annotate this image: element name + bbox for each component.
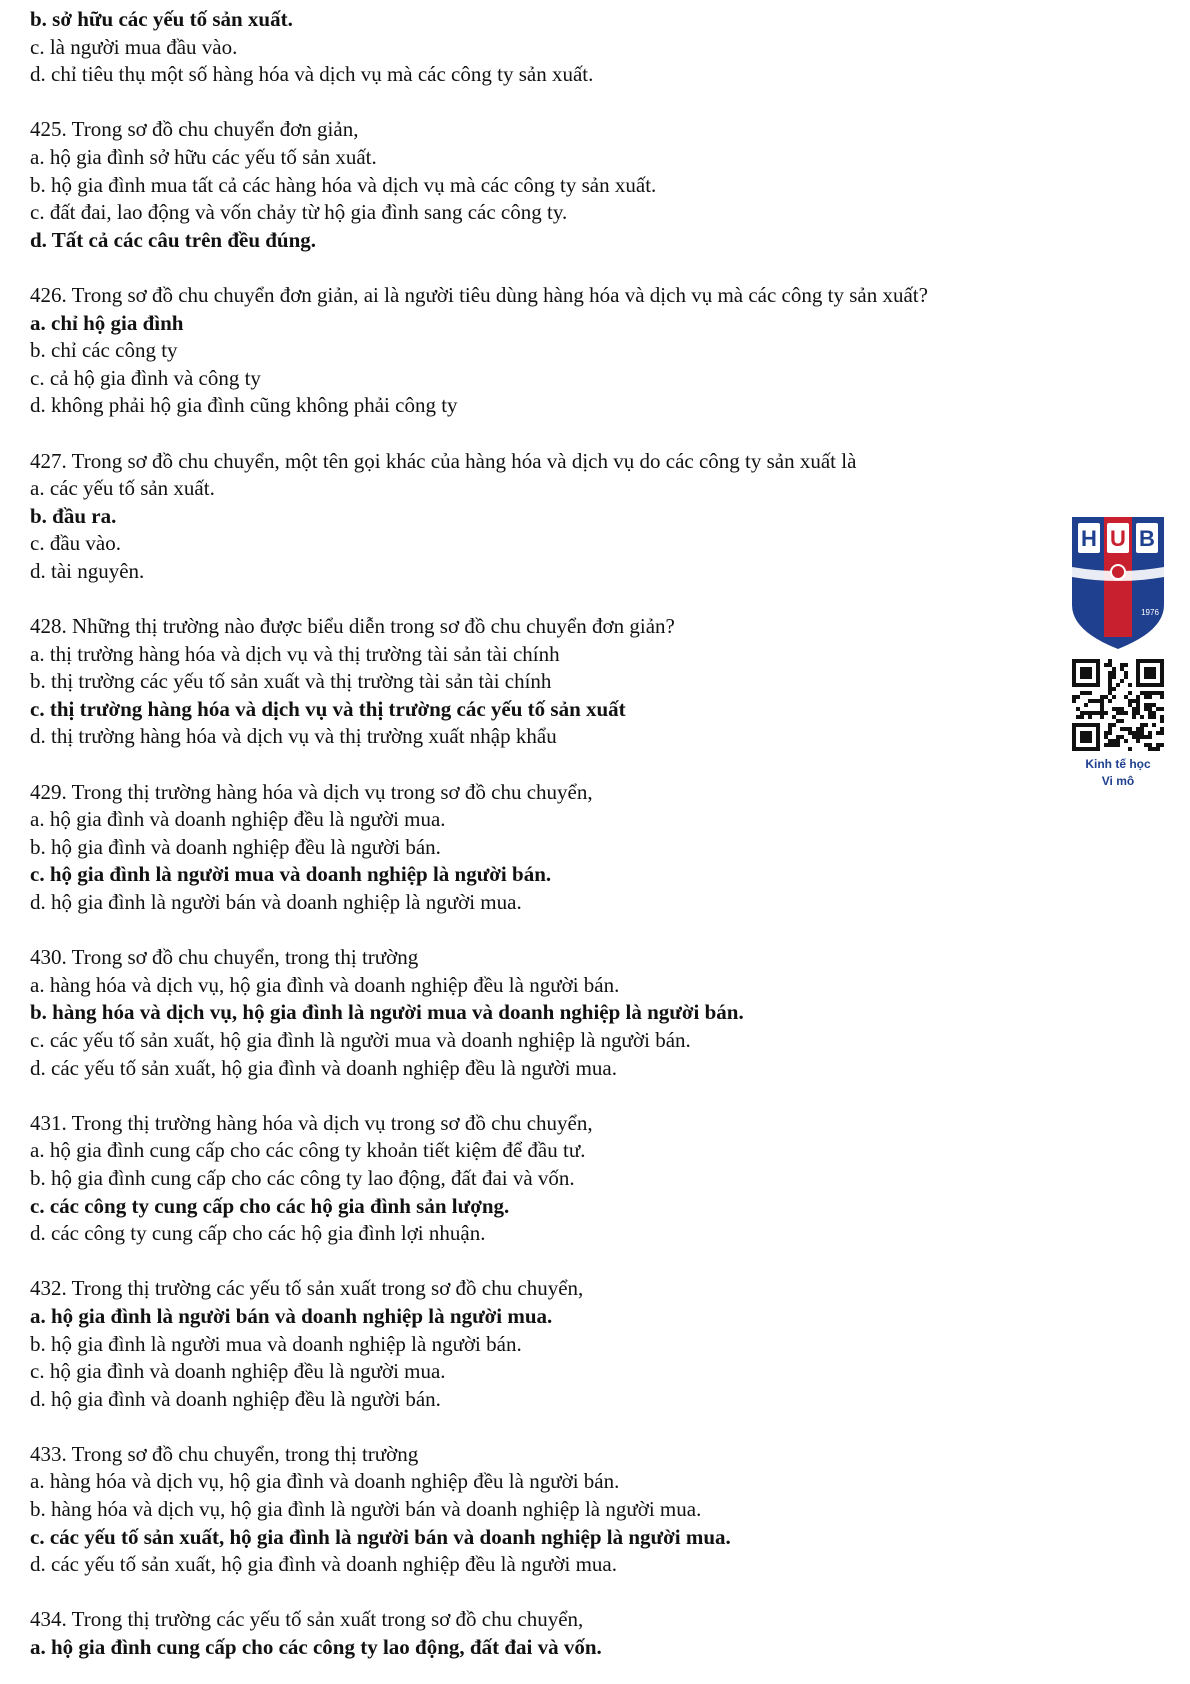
text-line: d. Tất cả các câu trên đều đúng. xyxy=(30,227,317,252)
text-line: 434. Trong thị trường các yếu tố sản xuất trong sơ đồ chu chuyển, xyxy=(30,1607,584,1632)
text-line: d. tài nguyên. xyxy=(30,558,145,583)
blank-line xyxy=(30,585,1070,613)
text-line: 430. Trong sơ đồ chu chuyển, trong thị trường xyxy=(30,945,419,970)
text-line: a. hộ gia đình là người bán và doanh nghiệp là người mua. xyxy=(30,1303,553,1328)
text-line: a. hộ gia đình và doanh nghiệp đều là người mua. xyxy=(30,807,446,832)
text-line: b. hàng hóa và dịch vụ, hộ gia đình là người bán và doanh nghiệp là người mua. xyxy=(30,1497,702,1522)
hub-shield-icon xyxy=(1070,513,1166,653)
blank-line xyxy=(30,1579,1070,1607)
text-line: d. các yếu tố sản xuất, hộ gia đình và doanh nghiệp đều là người mua. xyxy=(30,1055,618,1080)
logo-letter-b: B xyxy=(1139,526,1155,551)
text-line: c. là người mua đầu vào. xyxy=(30,34,238,59)
text-line: 428. Những thị trường nào được biểu diễn trong sơ đồ chu chuyển đơn giản? xyxy=(30,614,675,639)
text-line: 429. Trong thị trường hàng hóa và dịch vụ trong sơ đồ chu chuyển, xyxy=(30,779,593,804)
text-line: d. hộ gia đình và doanh nghiệp đều là người bán. xyxy=(30,1386,441,1411)
text-line: b. hộ gia đình là người mua và doanh nghiệp là người bán. xyxy=(30,1331,522,1356)
text-line: 426. Trong sơ đồ chu chuyển đơn giản, ai là người tiêu dùng hàng hóa và dịch vụ mà các công ty sản xuất? xyxy=(30,282,928,307)
text-line: a. hàng hóa và dịch vụ, hộ gia đình và doanh nghiệp đều là người bán. xyxy=(30,972,620,997)
text-line: a. các yếu tố sản xuất. xyxy=(30,476,215,501)
text-line: c. các công ty cung cấp cho các hộ gia đình sản lượng. xyxy=(30,1193,510,1218)
text-line: a. hộ gia đình cung cấp cho các công ty khoản tiết kiệm để đầu tư. xyxy=(30,1138,586,1163)
text-line: a. chỉ hộ gia đình xyxy=(30,310,184,335)
text-line: a. hộ gia đình sở hữu các yếu tố sản xuất. xyxy=(30,144,377,169)
blank-line xyxy=(30,89,1070,117)
text-line: c. cả hộ gia đình và công ty xyxy=(30,365,261,390)
qr-code-icon xyxy=(1072,659,1164,751)
hub-logo xyxy=(1070,513,1166,793)
text-line: c. đất đai, lao động và vốn chảy từ hộ gia đình sang các công ty. xyxy=(30,200,568,225)
logo-letter-h: H xyxy=(1081,526,1097,551)
text-line: a. thị trường hàng hóa và dịch vụ và thị trường tài sản tài chính xyxy=(30,641,560,666)
text-line: c. đầu vào. xyxy=(30,531,121,556)
blank-line xyxy=(30,254,1070,282)
logo-caption-line2: Vi mô xyxy=(1101,774,1135,788)
text-line: b. hộ gia đình mua tất cả các hàng hóa và dịch vụ mà các công ty sản xuất. xyxy=(30,172,657,197)
blank-line xyxy=(30,420,1070,448)
text-line: b. hàng hóa và dịch vụ, hộ gia đình là người mua và doanh nghiệp là người bán. xyxy=(30,1000,744,1025)
text-line: c. hộ gia đình và doanh nghiệp đều là người mua. xyxy=(30,1359,446,1384)
text-line: c. thị trường hàng hóa và dịch vụ và thị trường các yếu tố sản xuất xyxy=(30,696,626,721)
text-line: c. các yếu tố sản xuất, hộ gia đình là người bán và doanh nghiệp là người mua. xyxy=(30,1524,731,1549)
text-line: b. chỉ các công ty xyxy=(30,338,178,363)
text-line: d. thị trường hàng hóa và dịch vụ và thị trường xuất nhập khẩu xyxy=(30,724,557,749)
blank-line xyxy=(30,1082,1070,1110)
text-line: 427. Trong sơ đồ chu chuyển, một tên gọi khác của hàng hóa và dịch vụ do các công ty sản xuất là xyxy=(30,448,857,473)
blank-line xyxy=(30,917,1070,945)
text-line: d. các yếu tố sản xuất, hộ gia đình và doanh nghiệp đều là người mua. xyxy=(30,1552,618,1577)
text-line: b. đầu ra. xyxy=(30,503,117,528)
text-line: c. các yếu tố sản xuất, hộ gia đình là người mua và doanh nghiệp là người bán. xyxy=(30,1027,691,1052)
document-body xyxy=(30,6,1070,1662)
text-line: 433. Trong sơ đồ chu chuyển, trong thị trường xyxy=(30,1441,419,1466)
logo-letter-u: U xyxy=(1110,526,1126,551)
text-line: d. không phải hộ gia đình cũng không phải công ty xyxy=(30,393,458,418)
text-line: d. hộ gia đình là người bán và doanh nghiệp là người mua. xyxy=(30,890,522,914)
text-line: b. hộ gia đình cung cấp cho các công ty lao động, đất đai và vốn. xyxy=(30,1165,575,1190)
blank-line xyxy=(30,1413,1070,1441)
blank-line xyxy=(30,751,1070,779)
text-line: 425. Trong sơ đồ chu chuyển đơn giản, xyxy=(30,117,359,142)
text-line: b. sở hữu các yếu tố sản xuất. xyxy=(30,7,293,31)
text-line: 431. Trong thị trường hàng hóa và dịch vụ trong sơ đồ chu chuyển, xyxy=(30,1110,593,1135)
logo-caption-line1: Kinh tế học xyxy=(1085,757,1151,771)
text-line: d. chỉ tiêu thụ một số hàng hóa và dịch vụ mà các công ty sản xuất. xyxy=(30,62,594,87)
logo-year: 1976 xyxy=(1141,608,1159,617)
text-line: a. hàng hóa và dịch vụ, hộ gia đình và doanh nghiệp đều là người bán. xyxy=(30,1469,620,1494)
text-line: c. hộ gia đình là người mua và doanh nghiệp là người bán. xyxy=(30,862,552,887)
text-line: b. thị trường các yếu tố sản xuất và thị trường tài sản tài chính xyxy=(30,669,552,694)
text-line: 432. Trong thị trường các yếu tố sản xuất trong sơ đồ chu chuyển, xyxy=(30,1276,584,1301)
blank-line xyxy=(30,1248,1070,1276)
text-line: d. các công ty cung cấp cho các hộ gia đình lợi nhuận. xyxy=(30,1221,486,1246)
text-line: a. hộ gia đình cung cấp cho các công ty lao động, đất đai và vốn. xyxy=(30,1635,602,1660)
text-line: b. hộ gia đình và doanh nghiệp đều là người bán. xyxy=(30,834,441,859)
